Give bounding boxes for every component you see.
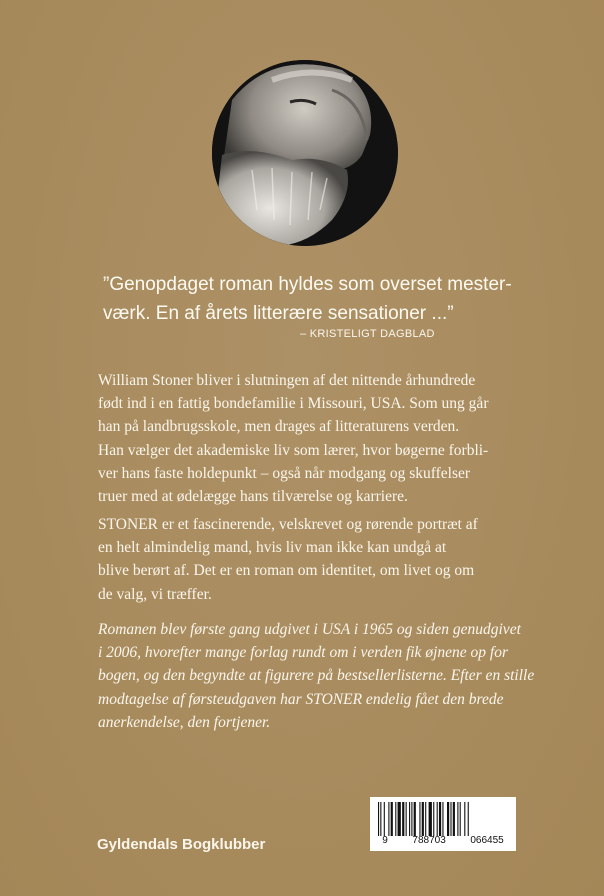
barcode <box>370 797 516 851</box>
barcode-number <box>370 835 516 846</box>
barcode-digit-group: 9 <box>382 835 388 846</box>
text-line: anerkendelse, den fortjener. <box>98 713 271 731</box>
barcode-bar <box>457 802 458 836</box>
text-line: Romanen blev første gang udgivet i USA i 1965 og siden genudgivet <box>98 621 521 638</box>
author-portrait <box>212 60 398 246</box>
text-line: modtagelse af førsteudgaven har STONER endelig fået den brede <box>98 690 504 708</box>
quote-attribution: – KRISTELIGT DAGBLAD <box>300 328 435 340</box>
barcode-bar <box>453 802 455 836</box>
barcode-bar <box>391 802 393 836</box>
publication-history-paragraph <box>98 618 535 734</box>
barcode-bar <box>442 802 443 836</box>
text-line: bogen, og den begyndte at figurere på bestsellerlisterne. Efter en stille <box>98 667 535 685</box>
barcode-bar <box>419 802 420 836</box>
text-line: STONER er et fascinerende, velskrevet og rørende portræt af <box>98 516 478 533</box>
barcode-bar <box>468 802 469 836</box>
barcode-bar <box>402 802 404 836</box>
barcode-bar <box>395 802 396 836</box>
barcode-bar <box>384 802 385 836</box>
text-line: William Stoner bliver i slutningen af det nittende århundrede <box>98 372 476 389</box>
description-paragraph <box>98 513 528 606</box>
barcode-bar <box>450 802 451 836</box>
text-line: Han vælger det akademiske liv som lærer, hvor bøgerne forbli- <box>98 441 489 459</box>
text-line: de valg, vi træffer. <box>98 585 212 603</box>
text-line: blive berørt af. Det er en roman om identitet, om livet og om <box>98 562 475 580</box>
text-line: truer med at ødelægge hans tilværelse og karriere. <box>98 488 408 506</box>
barcode-digit-group: 788703 <box>412 835 446 846</box>
barcode-bar <box>380 802 381 836</box>
barcode-bars <box>378 802 508 836</box>
barcode-bar <box>388 802 389 836</box>
review-quote <box>103 270 523 328</box>
barcode-bar <box>409 802 410 836</box>
barcode-bar <box>425 802 426 836</box>
text-line: født ind i en fattig bondefamilie i Missouri, USA. Som ung går <box>98 395 489 413</box>
barcode-bar <box>429 802 432 836</box>
barcode-bar <box>439 802 441 836</box>
barcode-bar <box>460 802 461 836</box>
barcode-digit-group: 066455 <box>470 835 504 846</box>
quote-line: ”Genopdaget roman hyldes som overset mester- <box>103 274 512 295</box>
text-line: i 2006, hvorefter mange forlag rundt om i verden fik øjnene op for <box>98 644 508 662</box>
text-line: ver hans faste holdepunkt – også når modgang og skuffelser <box>98 464 471 482</box>
barcode-bar <box>447 802 449 836</box>
barcode-bar <box>406 802 407 836</box>
barcode-bar <box>464 802 465 836</box>
barcode-bar <box>437 802 438 836</box>
text-line: en helt almindelig mand, hvis liv man ikke kan undgå at <box>98 539 447 557</box>
barcode-bar <box>422 802 424 836</box>
text-line: han på landbrugsskole, men drages af litteraturens verden. <box>98 418 460 436</box>
barcode-bar <box>378 802 379 836</box>
barcode-bar <box>414 802 416 836</box>
barcode-bar <box>411 802 412 836</box>
quote-line: værk. En af årets litterære sensationer ...” <box>103 303 454 324</box>
synopsis-paragraph <box>98 369 528 508</box>
barcode-bar <box>398 802 401 836</box>
publisher-name: Gyldendals Bogklubber <box>97 836 266 853</box>
barcode-bar <box>433 802 434 836</box>
